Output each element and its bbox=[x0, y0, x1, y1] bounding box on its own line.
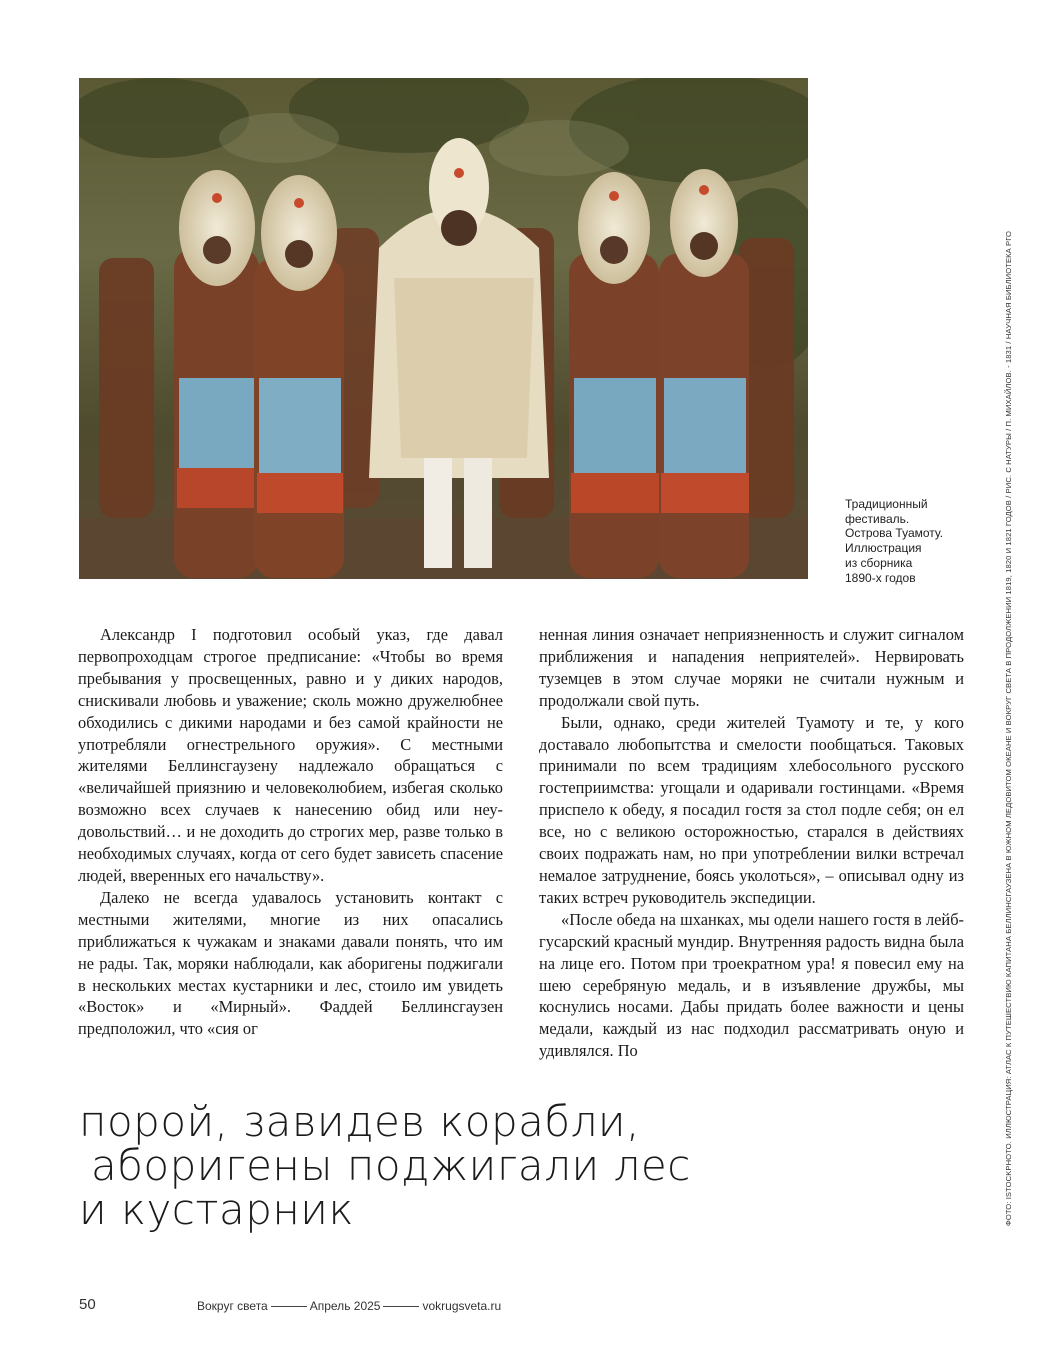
separator bbox=[383, 1306, 419, 1307]
left-column bbox=[78, 624, 503, 1040]
photo-caption: Традиционный фестиваль. Острова Туамоту. Иллюстрация из сборника 1890-х годов bbox=[845, 497, 944, 585]
footer-line bbox=[197, 1299, 501, 1313]
page-number: 50 bbox=[79, 1296, 96, 1313]
paragraph: Были, однако, среди жителей Туамоту и те, у кого доставало любопытства и смелости пообщаться. Таковых принимали по всем традициям хлебосольного русского гостеприимства: угощали и одаривали гостинцами. «Время приспело к обеду, я посадил гостя за стол подле себя; он ел все, но с великою осторожностью, старался в действиях своих подражать нам, но при употреблении вилки встречал немалое затруднение, боясь уколоться», – описывал одну из таких встреч руководитель экспедиции. bbox=[539, 712, 964, 907]
photo-credit: ФОТО: ISTOCKPHOTO. ИЛЛЮСТРАЦИЯ: АТЛАС К ПУТЕШЕСТВИЮ КАПИТАНА БЕЛЛИНСГАУЗЕНА В ЮЖНОМ ЛЕДОВИТОМ ОКЕАНЕ И ВОКРУГ СВЕТА В ПРОДОЛЖЕНИИ 1819, 1820 И 1821 ГОДОВ / РИС. С НАТУРЫ / П. МИХАЙЛОВ. - 1831 / НАУЧНАЯ БИБЛИОТЕКА РГО bbox=[1004, 230, 1013, 1226]
paragraph: Далеко не всегда удавалось установить контакт с местными жителями, многие из них опасались приближаться к чужакам и знаками давали понять, что им не рады. Так, моряки наблюдали, как аборигены поджигали в нескольких местах кустарники и лес, стоило им увидеть «Восток» и «Мирный». Фаддей Беллинсгаузен предположил, что «сия ог bbox=[78, 887, 503, 1039]
pull-quote-line: порой, завидев корабли, bbox=[79, 1097, 640, 1146]
festival-photo bbox=[79, 78, 808, 579]
website[interactable]: vokrugsveta.ru bbox=[422, 1299, 502, 1313]
pull-quote-line: и кустарник bbox=[79, 1185, 354, 1234]
pull-quote-line: аборигены поджигали лес bbox=[91, 1141, 691, 1190]
paragraph: Александр I подготовил особый указ, где давал первопроходцам строгое предписание: «Чтобы во время пребывания у просвещенных, равно и у диких народов, снискивали любовь и уважение; сколь можно дружелюбнее обходились с дикими народами и без самой крайности не употребляли огнестрельного оружия». С местными жителями Беллинсгаузену надлежало обращаться с «величайшей приязнию и человеколюбием, избегая сколько возможно всех случаев к нанесению обид или неудовольствий… и не доходить до строгих мер, разве только в необходимых случаях, когда от сего будет зависеть спасение людей, вверенных его начальству». bbox=[78, 625, 503, 885]
paragraph: «После обеда на шханках, мы одели нашего гостя в лейб-гусарский красный мундир. Внутренняя радость видна была на лице его. Потом при троекратном ура! я повесил ему на шею серебряную медаль, и в изъявление дружбы, мы коснулись носами. Дабы придать более важности и цены медали, каждый из нас подходил рассматривать оную и удивлялся. По bbox=[539, 909, 964, 1061]
festival-illustration bbox=[79, 78, 808, 579]
paragraph: ненная линия означает неприязненность и служит сигналом приближения и нападения неприятелей». Нервировать туземцев в этом случае моряки не считали нужным и продолжали свой путь. bbox=[539, 625, 964, 710]
pull-quote bbox=[79, 1097, 959, 1234]
right-column bbox=[539, 624, 964, 1062]
magazine-name: Вокруг света bbox=[197, 1299, 268, 1313]
issue-date: Апрель 2025 bbox=[309, 1299, 381, 1313]
separator bbox=[271, 1306, 307, 1307]
